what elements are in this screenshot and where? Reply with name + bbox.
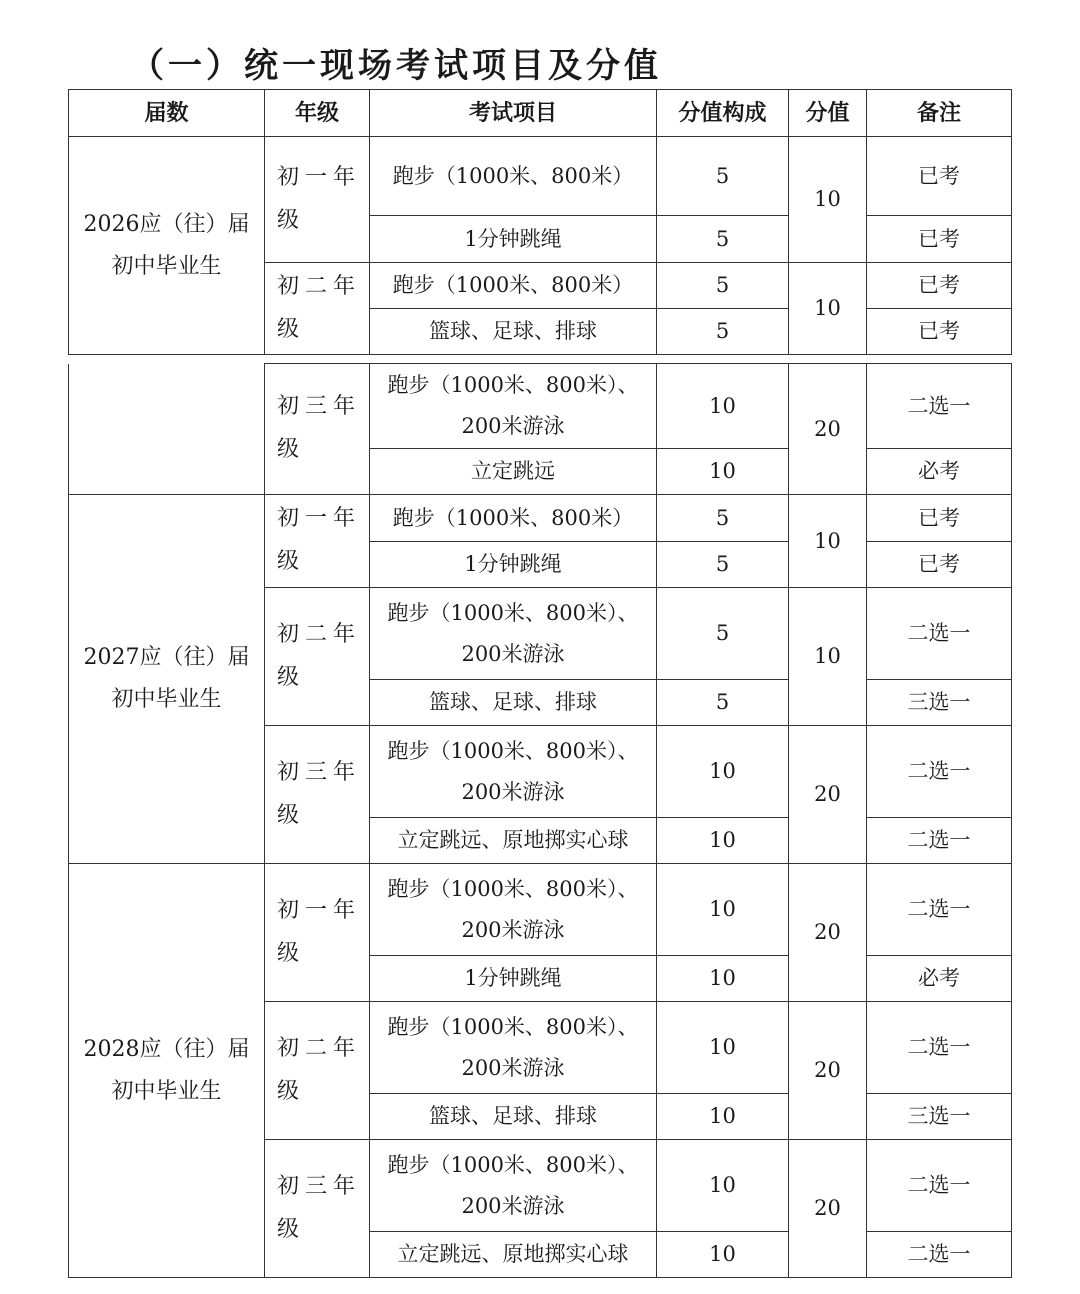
item-cell: 跑步（1000米、800米） xyxy=(370,495,657,542)
session-cell: 2026应（往）届 初中毕业生 xyxy=(69,137,265,355)
note-cell: 已考 xyxy=(867,137,1012,216)
note-cell: 二选一 xyxy=(867,726,1012,818)
note-cell: 三选一 xyxy=(867,680,1012,726)
points-cell: 5 xyxy=(657,263,789,309)
item-cell: 跑步（1000米、800米） xyxy=(370,263,657,309)
note-cell: 已考 xyxy=(867,216,1012,263)
note-cell: 已考 xyxy=(867,495,1012,542)
item-cell: 立定跳远、原地掷实心球 xyxy=(370,1232,657,1278)
header-grade: 年级 xyxy=(265,90,370,137)
note-cell: 已考 xyxy=(867,542,1012,588)
item-cell: 跑步（1000米、800米）、200米游泳 xyxy=(370,726,657,818)
header-item: 考试项目 xyxy=(370,90,657,137)
score-cell: 10 xyxy=(789,495,867,588)
points-cell: 5 xyxy=(657,137,789,216)
score-cell: 10 xyxy=(789,588,867,726)
table-row xyxy=(69,495,1012,542)
note-cell: 二选一 xyxy=(867,588,1012,680)
item-cell: 跑步（1000米、800米）、200米游泳 xyxy=(370,864,657,956)
item-cell: 1分钟跳绳 xyxy=(370,956,657,1002)
note-cell: 已考 xyxy=(867,263,1012,309)
item-cell: 立定跳远、原地掷实心球 xyxy=(370,818,657,864)
points-cell: 10 xyxy=(657,1094,789,1140)
page-title: （一）统一现场考试项目及分值 xyxy=(130,46,662,86)
grade-cell: 初二年级 xyxy=(265,1002,370,1140)
note-cell: 二选一 xyxy=(867,364,1012,449)
note-cell: 二选一 xyxy=(867,1002,1012,1094)
note-cell: 三选一 xyxy=(867,1094,1012,1140)
points-cell: 10 xyxy=(657,956,789,1002)
grade-cell: 初一年级 xyxy=(265,137,370,263)
note-cell: 二选一 xyxy=(867,1232,1012,1278)
points-cell: 10 xyxy=(657,864,789,956)
item-cell: 1分钟跳绳 xyxy=(370,542,657,588)
points-cell: 5 xyxy=(657,495,789,542)
note-cell: 必考 xyxy=(867,449,1012,495)
session-cell-continued xyxy=(69,364,265,495)
item-cell: 立定跳远 xyxy=(370,449,657,495)
points-cell: 10 xyxy=(657,449,789,495)
points-cell: 10 xyxy=(657,1002,789,1094)
table-row xyxy=(69,137,1012,216)
points-cell: 10 xyxy=(657,364,789,449)
item-cell: 跑步（1000米、800米）、200米游泳 xyxy=(370,1140,657,1232)
grade-cell: 初二年级 xyxy=(265,263,370,355)
table-row xyxy=(69,864,1012,956)
grade-cell: 初三年级 xyxy=(265,726,370,864)
item-cell: 篮球、足球、排球 xyxy=(370,309,657,355)
header-points: 分值构成 xyxy=(657,90,789,137)
note-cell: 已考 xyxy=(867,309,1012,355)
score-cell: 20 xyxy=(789,1002,867,1140)
grade-cell: 初三年级 xyxy=(265,1140,370,1278)
score-table-part2 xyxy=(68,363,1012,1278)
points-cell: 5 xyxy=(657,588,789,680)
points-cell: 5 xyxy=(657,542,789,588)
note-cell: 必考 xyxy=(867,956,1012,1002)
table-header-row xyxy=(69,90,1012,137)
header-note: 备注 xyxy=(867,90,1012,137)
item-cell: 篮球、足球、排球 xyxy=(370,1094,657,1140)
points-cell: 10 xyxy=(657,818,789,864)
points-cell: 5 xyxy=(657,309,789,355)
item-cell: 跑步（1000米、800米）、200米游泳 xyxy=(370,1002,657,1094)
points-cell: 5 xyxy=(657,680,789,726)
header-score: 分值 xyxy=(789,90,867,137)
item-cell: 篮球、足球、排球 xyxy=(370,680,657,726)
note-cell: 二选一 xyxy=(867,1140,1012,1232)
header-session: 届数 xyxy=(69,90,265,137)
score-table-part1 xyxy=(68,89,1012,355)
score-cell: 20 xyxy=(789,726,867,864)
grade-cell: 初一年级 xyxy=(265,864,370,1002)
table-row xyxy=(69,364,1012,449)
points-cell: 10 xyxy=(657,1232,789,1278)
score-cell: 20 xyxy=(789,864,867,1002)
score-cell: 20 xyxy=(789,1140,867,1278)
score-cell: 10 xyxy=(789,263,867,355)
points-cell: 5 xyxy=(657,216,789,263)
note-cell: 二选一 xyxy=(867,864,1012,956)
grade-cell: 初三年级 xyxy=(265,364,370,495)
session-cell: 2027应（往）届 初中毕业生 xyxy=(69,495,265,864)
grade-cell: 初二年级 xyxy=(265,588,370,726)
note-cell: 二选一 xyxy=(867,818,1012,864)
points-cell: 10 xyxy=(657,726,789,818)
item-cell: 跑步（1000米、800米） xyxy=(370,137,657,216)
score-cell: 10 xyxy=(789,137,867,263)
item-cell: 1分钟跳绳 xyxy=(370,216,657,263)
item-cell: 跑步（1000米、800米）、200米游泳 xyxy=(370,364,657,449)
item-cell: 跑步（1000米、800米）、200米游泳 xyxy=(370,588,657,680)
score-cell: 20 xyxy=(789,364,867,495)
grade-cell: 初一年级 xyxy=(265,495,370,588)
session-cell: 2028应（往）届 初中毕业生 xyxy=(69,864,265,1278)
points-cell: 10 xyxy=(657,1140,789,1232)
